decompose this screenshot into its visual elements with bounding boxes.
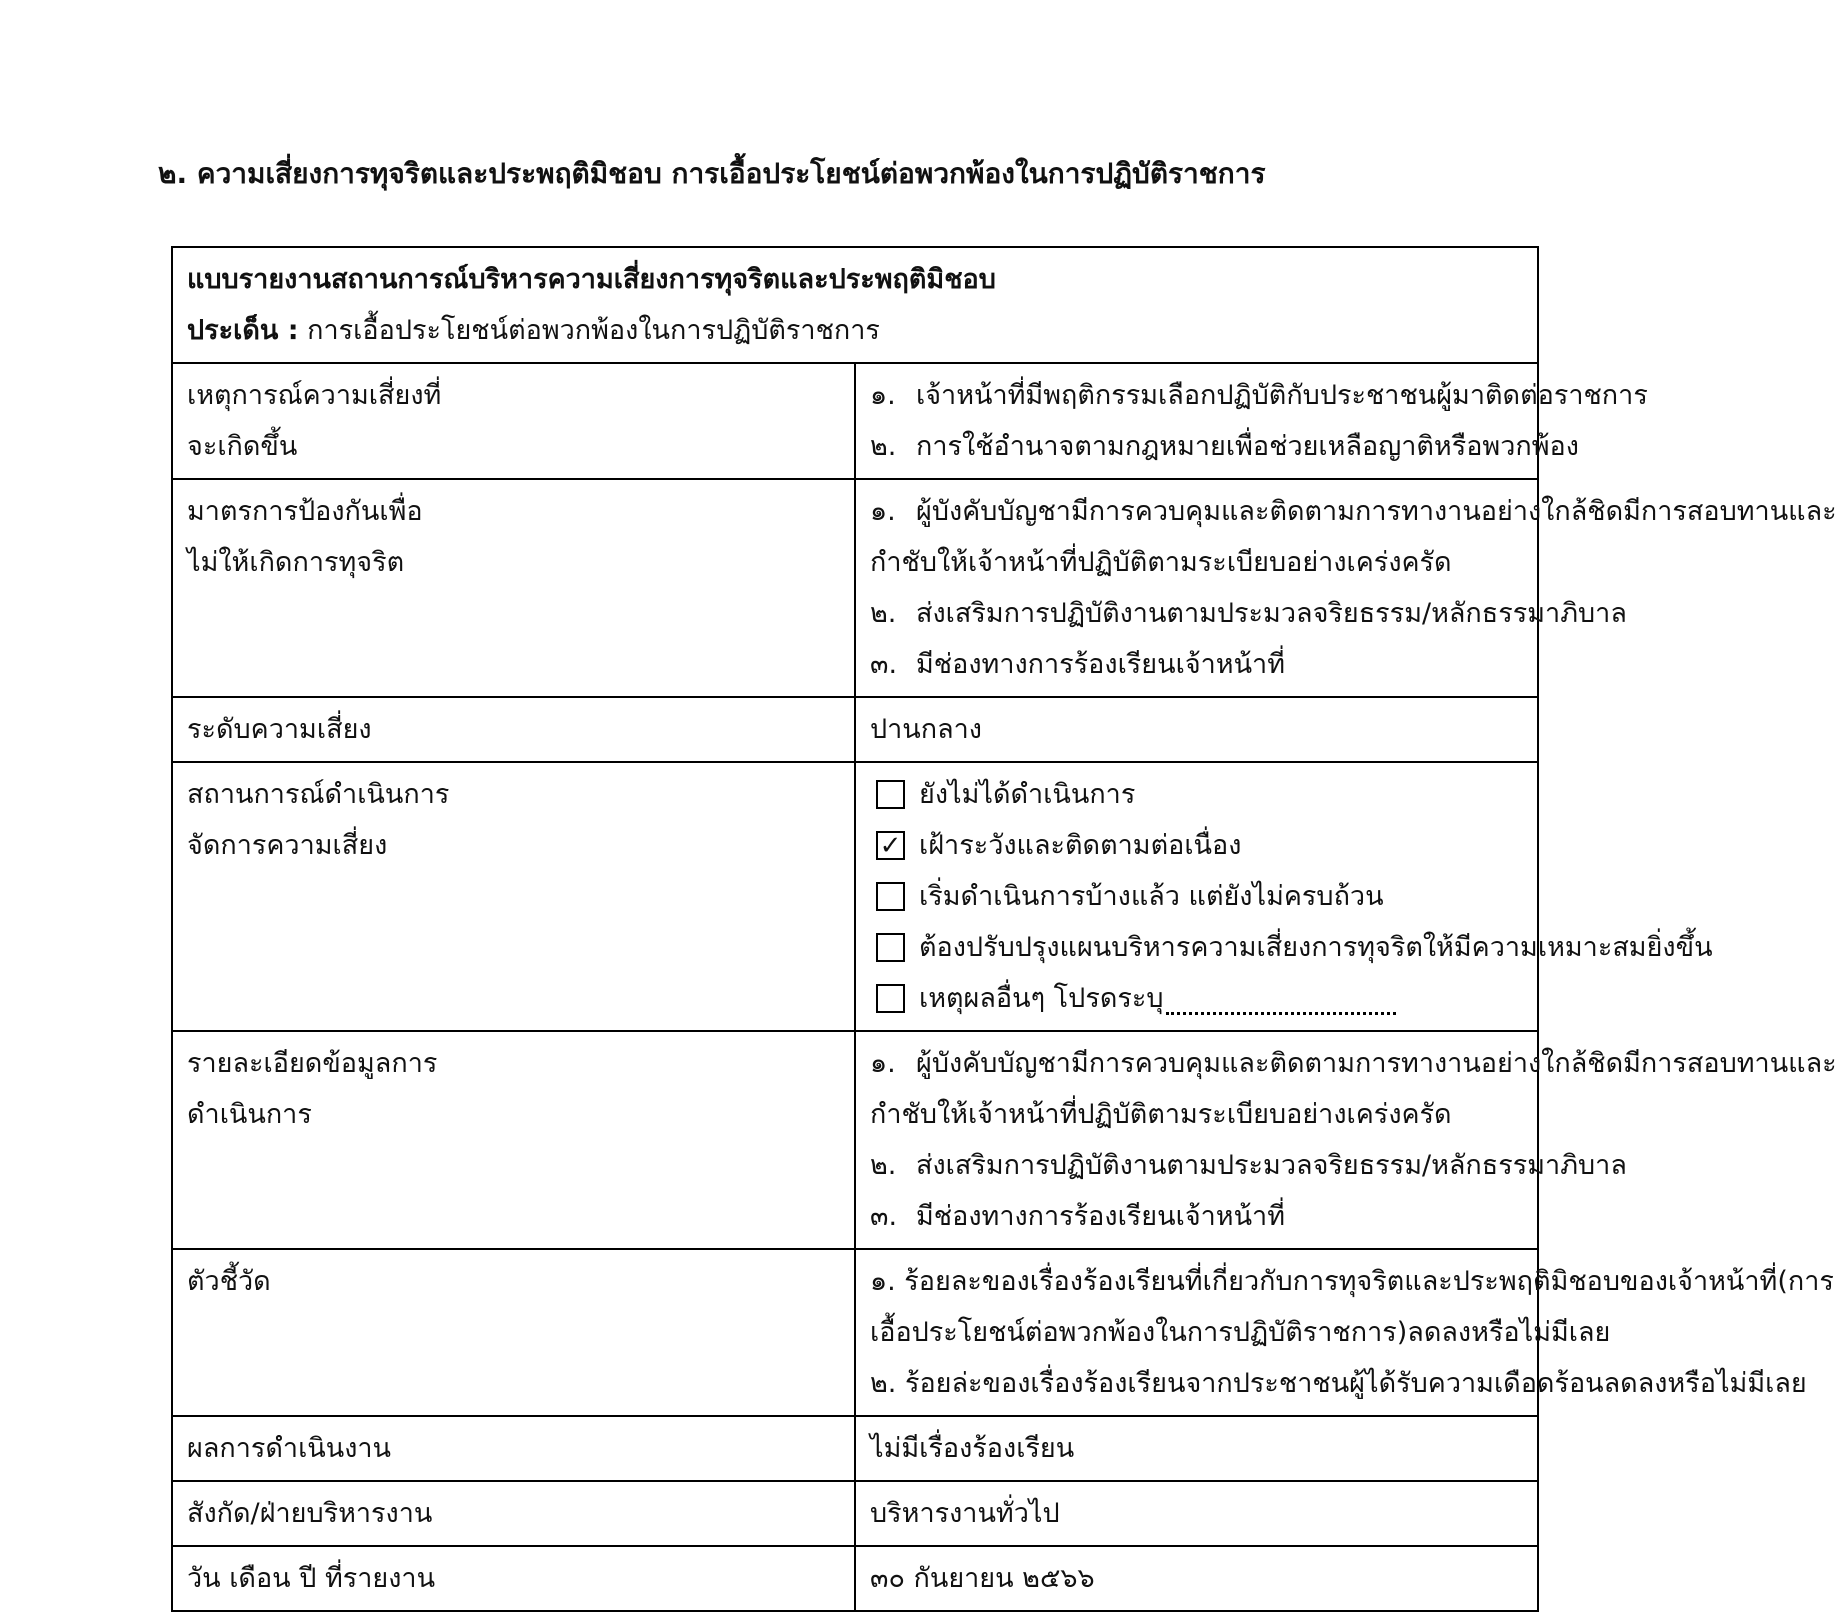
details-label-line-1: รายละเอียดข้อมูลการ [187,1048,438,1079]
status-option-text: ยังไม่ได้ดำเนินการ [919,779,1136,810]
unit-label: สังกัด/ฝ่ายบริหารงาน [172,1481,855,1546]
item-text: เจ้าหน้าที่มีพฤติกรรมเลือกปฏิบัติกับประชาชนผู้มาติดต่อราชการ [916,380,1648,411]
prevention-item [870,486,1837,537]
status-label-line-1: สถานการณ์ดำเนินการ [187,779,450,810]
risk-level-row [172,697,1538,762]
item-number: ๒. [870,1150,897,1181]
item-number: ๒. [870,431,897,462]
result-label: ผลการดำเนินงาน [172,1416,855,1481]
risk-level-value: ปานกลาง [855,697,1538,762]
issue-label: ประเด็น : [187,315,299,346]
indicator-line-2: เอื้อประโยชน์ต่อพวกพ้องในการปฏิบัติราชการ)ลดลงหรือไม่มีเลย [870,1317,1611,1348]
details-label-line-2: ดำเนินการ [187,1099,312,1130]
details-row [172,1031,1538,1249]
status-row [172,762,1538,1031]
prevention-label [172,479,855,697]
checkbox-empty-icon[interactable] [876,780,905,809]
risk-event-row [172,363,1538,479]
status-option-text: เหตุผลอื่นๆ โปรดระบุ [919,983,1164,1014]
status-option-improve-plan[interactable] [870,922,1713,973]
details-content [855,1031,1837,1249]
status-option-text: เฝ้าระวังและติดตามต่อเนื่อง [919,830,1242,861]
result-value: ไม่มีเรื่องร้องเรียน [855,1416,1538,1481]
prevention-row [172,479,1538,697]
status-option-partial[interactable] [870,871,1525,922]
item-text: มีช่องทางการร้องเรียนเจ้าหน้าที่ [916,1201,1286,1232]
unit-value: บริหารงานทั่วไป [855,1481,1538,1546]
item-text: ส่งเสริมการปฏิบัติงานตามประมวลจริยธรรม/หลักธรรมาภิบาล [916,598,1627,629]
risk-event-label [172,363,855,479]
page-heading: ๒. ความเสี่ยงการทุจริตและประพฤติมิชอบ การเอื้อประโยชน์ต่อพวกพ้องในการปฏิบัติราชการ [158,157,1266,190]
status-option-text: เริ่มดำเนินการบ้างแล้ว แต่ยังไม่ครบถ้วน [919,881,1384,912]
checkbox-empty-icon[interactable] [876,933,905,962]
risk-event-item [870,421,1579,472]
details-label [172,1031,855,1249]
details-item [870,1038,1837,1089]
item-number: ๓. [870,1201,898,1232]
checkbox-empty-icon[interactable] [876,984,905,1013]
item-continuation: กำชับให้เจ้าหน้าที่ปฏิบัติตามระเบียบอย่างเคร่งครัด [870,1099,1452,1130]
issue-text: การเอื้อประโยชน์ต่อพวกพ้องในการปฏิบัติราชการ [307,315,880,346]
prevention-item [870,588,1627,639]
status-options [855,762,1713,1031]
risk-event-label-line-1: เหตุการณ์ความเสี่ยงที่ [187,380,442,411]
details-item [870,1140,1627,1191]
indicator-label: ตัวชี้วัด [172,1249,855,1416]
date-value: ๓๐ กันยายน ๒๕๖๖ [855,1546,1538,1611]
report-title: แบบรายงานสถานการณ์บริหารความเสี่ยงการทุจริตและประพฤติมิชอบ [187,264,996,295]
other-reason-blank[interactable] [1166,982,1396,1015]
report-header-row [172,247,1538,363]
date-label: วัน เดือน ปี ที่รายงาน [172,1546,855,1611]
item-text: มีช่องทางการร้องเรียนเจ้าหน้าที่ [916,649,1286,680]
item-number: ๑. [870,496,896,527]
unit-row [172,1481,1538,1546]
result-row [172,1416,1538,1481]
prevention-content [855,479,1837,697]
status-option-text: ต้องปรับปรุงแผนบริหารความเสี่ยงการทุจริตให้มีความเหมาะสมยิ่งขึ้น [919,932,1713,963]
risk-level-label: ระดับความเสี่ยง [172,697,855,762]
item-number: ๑. [870,1048,896,1079]
status-option-monitoring[interactable] [870,820,1525,871]
checkbox-empty-icon[interactable] [876,882,905,911]
status-option-other[interactable] [870,973,1525,1024]
item-text: การใช้อำนาจตามกฎหมายเพื่อช่วยเหลือญาติหรือพวกพ้อง [916,431,1579,462]
risk-event-item [870,370,1648,421]
item-number: ๓. [870,649,898,680]
indicator-line-1: ๑. ร้อยละของเรื่องร้องเรียนที่เกี่ยวกับการทุจริตและประพฤติมิชอบของเจ้าหน้าที่(การ [870,1266,1834,1297]
indicator-row [172,1249,1538,1416]
item-number: ๒. [870,598,897,629]
checkbox-checked-icon[interactable]: ✓ [876,831,905,860]
item-continuation: กำชับให้เจ้าหน้าที่ปฏิบัติตามระเบียบอย่างเคร่งครัด [870,547,1452,578]
risk-event-content [855,363,1648,479]
prevention-label-line-1: มาตรการป้องกันเพื่อ [187,496,423,527]
item-text: ผู้บังคับบัญชามีการควบคุมและติดตามการทางานอย่างใกล้ชิดมีการสอบทานและ [916,1048,1837,1079]
indicator-content [855,1249,1834,1416]
report-header-cell [172,247,1538,363]
indicator-line-3: ๒. ร้อยล่ะของเรื่องร้องเรียนจากประชาชนผู้ได้รับความเดือดร้อนลดลงหรือไม่มีเลย [870,1368,1807,1399]
status-option-not-started[interactable] [870,769,1525,820]
status-label [172,762,855,1031]
risk-event-label-line-2: จะเกิดขึ้น [187,431,298,462]
status-label-line-2: จัดการความเสี่ยง [187,830,388,861]
prevention-item [870,639,1525,690]
issue-line [187,305,1525,356]
date-row [172,1546,1538,1611]
risk-report-table [171,246,1837,1612]
item-text: ผู้บังคับบัญชามีการควบคุมและติดตามการทางานอย่างใกล้ชิดมีการสอบทานและ [916,496,1837,527]
details-item [870,1191,1525,1242]
prevention-label-line-2: ไม่ให้เกิดการทุจริต [187,547,405,578]
item-text: ส่งเสริมการปฏิบัติงานตามประมวลจริยธรรม/หลักธรรมาภิบาล [916,1150,1627,1181]
item-number: ๑. [870,380,896,411]
